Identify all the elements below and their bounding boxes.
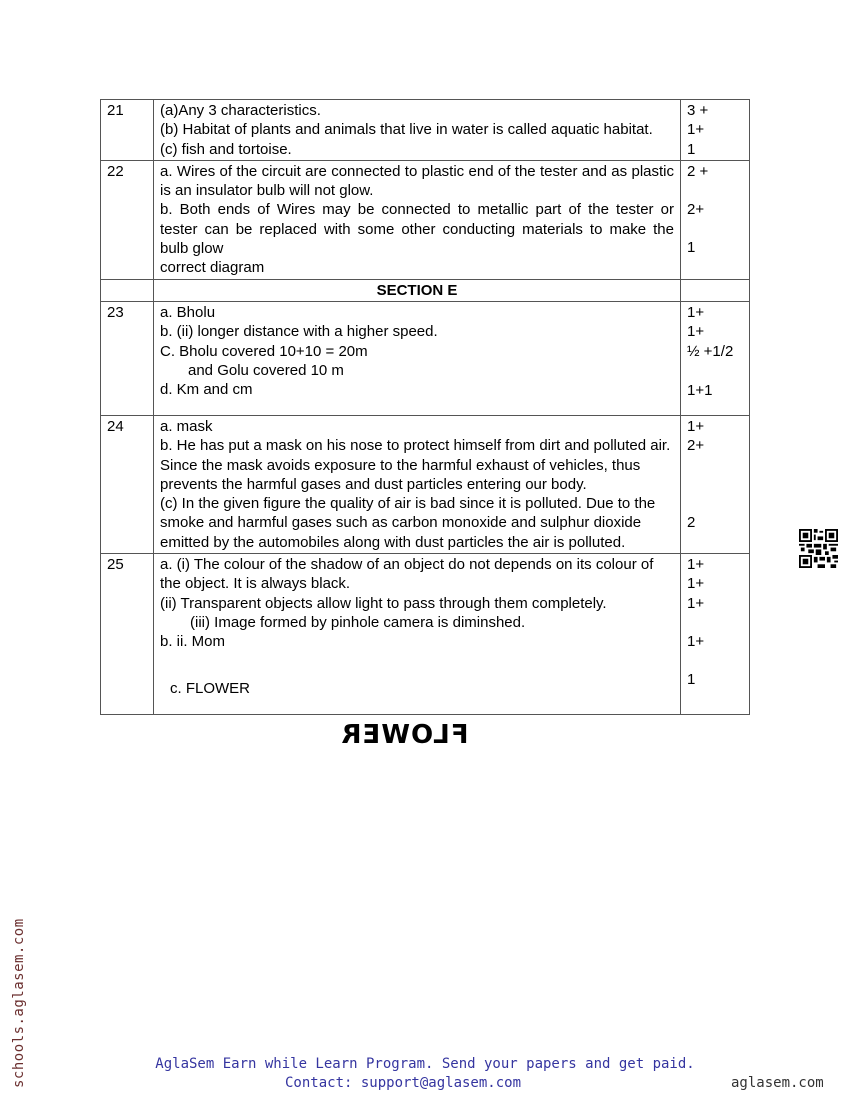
question-number: 25 bbox=[101, 554, 154, 715]
answer-line: (c) In the given figure the quality of air is bad since it is polluted. Due to the smoke and harmful gases such as carbon monoxide and sulphur dioxide emitted by the automobiles along with dust particles the air is polluted. bbox=[160, 495, 656, 551]
answer-line: (ii) Transparent objects allow light to pass through them completely. bbox=[160, 594, 607, 612]
section-heading: SECTION E bbox=[154, 279, 681, 301]
mark-value: 1+ bbox=[687, 556, 705, 574]
answer-line: a. Bholu bbox=[160, 303, 216, 321]
answer-line: c. FLOWER bbox=[170, 679, 251, 697]
marks-cell bbox=[681, 415, 750, 553]
mark-value: 3 + bbox=[687, 102, 709, 119]
table-row bbox=[101, 100, 750, 161]
mark-value: 1+ bbox=[687, 121, 705, 139]
answer-line: b. (ii) longer distance with a higher speed. bbox=[160, 323, 438, 341]
mirror-image-figure bbox=[297, 722, 512, 748]
marks-cell bbox=[681, 554, 750, 715]
table-row bbox=[101, 415, 750, 553]
answer-cell bbox=[154, 160, 681, 279]
mark-value: 1+ bbox=[687, 632, 705, 650]
question-number: 23 bbox=[101, 301, 154, 415]
section-row bbox=[101, 279, 750, 301]
mark-value: 1+ bbox=[687, 303, 705, 321]
answer-key-table bbox=[100, 99, 750, 715]
marks-cell bbox=[681, 100, 750, 161]
mark-value: 1+ bbox=[687, 575, 705, 593]
answer-line: d. Km and cm bbox=[160, 381, 253, 399]
table-row bbox=[101, 554, 750, 715]
table-row bbox=[101, 301, 750, 415]
mark-value: 2+ bbox=[687, 437, 705, 455]
answer-line: correct diagram bbox=[160, 259, 265, 277]
answer-line: a. Wires of the circuit are connected to plastic end of the tester and as plastic is an insulator bulb will not glow. bbox=[160, 162, 674, 200]
answer-cell bbox=[154, 554, 681, 715]
mark-value: 1 bbox=[687, 671, 696, 689]
mark-value: 2+ bbox=[687, 201, 705, 219]
footer-site: aglasem.com bbox=[731, 1075, 824, 1091]
answer-line: a. mask bbox=[160, 417, 213, 435]
footer-promo: AglaSem Earn while Learn Program. Send your papers and get paid. bbox=[155, 1056, 695, 1072]
answer-line: b. ii. Mom bbox=[160, 633, 226, 651]
mark-value: 1 bbox=[687, 140, 696, 158]
marks-cell bbox=[681, 301, 750, 415]
mark-value: 1+ bbox=[687, 594, 705, 612]
mark-value: ½ +1/2 bbox=[687, 342, 734, 360]
answer-cell bbox=[154, 415, 681, 553]
answer-line: b. Both ends of Wires may be connected to metallic part of the tester or tester can be replaced with some other conducting materials to make the bulb glow bbox=[160, 201, 674, 258]
question-number: 24 bbox=[101, 415, 154, 553]
question-number: 22 bbox=[101, 160, 154, 279]
mark-value: 1 bbox=[687, 239, 696, 257]
table-row bbox=[101, 160, 750, 279]
answer-cell bbox=[154, 100, 681, 161]
side-watermark: schools.aglasem.com bbox=[11, 918, 27, 1088]
qr-code-icon bbox=[799, 529, 838, 568]
mark-value: 1+ bbox=[687, 323, 705, 341]
answer-line: (c) fish and tortoise. bbox=[160, 140, 292, 158]
footer-contact: Contact: support@aglasem.com bbox=[285, 1075, 522, 1091]
marks-cell bbox=[681, 160, 750, 279]
mark-value: 1+ bbox=[687, 417, 705, 435]
answer-cell bbox=[154, 301, 681, 415]
answer-line: b. He has put a mask on his nose to protect himself from dirt and polluted air. Since the mask avoids exposure to the harmful exhaust of vehicles, thus prevents the harmful gases and dust particles entering our body. bbox=[160, 437, 671, 493]
answer-line: (b) Habitat of plants and animals that live in water is called aquatic habitat. bbox=[160, 121, 653, 139]
answer-line: C. Bholu covered 10+10 = 20m bbox=[160, 342, 368, 360]
answer-line: and Golu covered 10 m bbox=[188, 361, 344, 379]
mirrored-word: FLOWER bbox=[340, 720, 469, 750]
mark-value: 1+1 bbox=[687, 381, 713, 399]
answer-line: a. (i) The colour of the shadow of an object do not depends on its colour of the object. It is always black. bbox=[160, 556, 654, 593]
answer-line: (a)Any 3 characteristics. bbox=[160, 102, 321, 119]
mark-value: 2 + bbox=[687, 162, 709, 180]
answer-line: (iii) Image formed by pinhole camera is diminshed. bbox=[190, 613, 526, 631]
mark-value: 2 bbox=[687, 513, 696, 531]
question-number: 21 bbox=[101, 100, 154, 161]
